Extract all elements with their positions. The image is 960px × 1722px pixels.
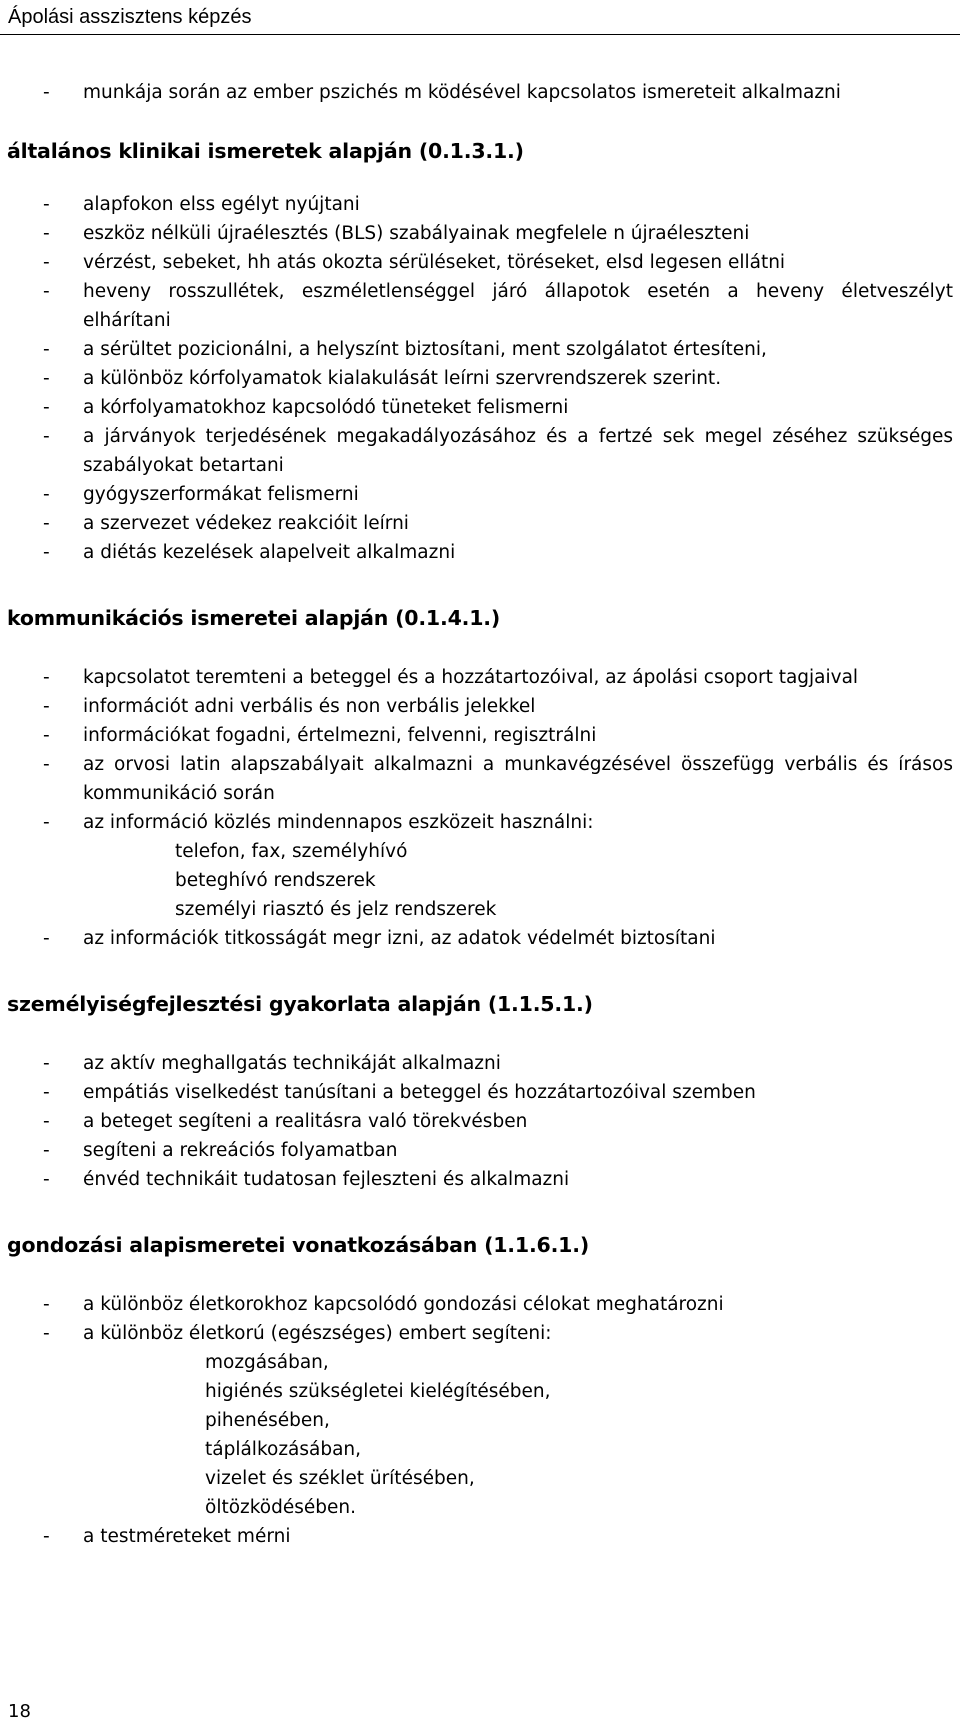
bullet-dash: -: [43, 194, 50, 215]
list-item-text: a különböz életkorú (egészséges) embert segíteni:: [83, 1323, 552, 1344]
sub-list-item: vizelet és széklet ürítésében,: [205, 1468, 475, 1489]
list-item-text: munkája során az ember pszichés m ködésével kapcsolatos ismereteit alkalmazni: [83, 82, 841, 103]
bullet-dash: -: [43, 223, 50, 244]
bullet-dash: -: [43, 754, 50, 775]
list-item: [7, 1107, 953, 1136]
list-item: [7, 924, 953, 953]
list-item-text: heveny rosszullétek, eszméletlenséggel járó állapotok esetén a heveny életveszélyt elhárítani: [83, 281, 953, 331]
list-item: [7, 219, 953, 248]
list-item: [7, 1522, 953, 1551]
list-item: [7, 663, 953, 692]
list-item: [7, 393, 953, 422]
list-item-text: információkat fogadni, értelmezni, felvenni, regisztrálni: [83, 725, 597, 746]
bullet-dash: -: [43, 339, 50, 360]
list-item-text: a beteget segíteni a realitásra való törekvésben: [83, 1111, 528, 1132]
list-item-text: a testméreteket mérni: [83, 1526, 291, 1547]
list-item: [7, 78, 953, 107]
list-item: [7, 1165, 953, 1194]
list-item-text: eszköz nélküli újraélesztés (BLS) szabályainak megfelele n újraéleszteni: [83, 223, 750, 244]
bullet-dash: -: [43, 1526, 50, 1547]
section-heading-care: gondozási alapismeretei vonatkozásában (1.1.6.1.): [7, 1233, 590, 1257]
section-heading-personality: személyiségfejlesztési gyakorlata alapján (1.1.5.1.): [7, 992, 593, 1016]
list-item: [7, 480, 953, 509]
list-item-text: a különböz életkorokhoz kapcsolódó gondozási célokat meghatározni: [83, 1294, 724, 1315]
list-item: [7, 808, 953, 837]
list-item-text: énvéd technikáit tudatosan fejleszteni és alkalmazni: [83, 1169, 570, 1190]
list-item-text: empátiás viselkedést tanúsítani a beteggel és hozzátartozóival szemben: [83, 1082, 756, 1103]
list-item-text: információt adni verbális és non verbális jelekkel: [83, 696, 536, 717]
section-heading-clinical: általános klinikai ismeretek alapján (0.1.3.1.): [7, 139, 524, 163]
list-item-text: a szervezet védekez reakcióit leírni: [83, 513, 409, 534]
list-item-text: kapcsolatot teremteni a beteggel és a hozzátartozóival, az ápolási csoport tagjaival: [83, 667, 859, 688]
sub-list-item: telefon, fax, személyhívó: [175, 841, 408, 862]
sub-list-item: pihenésében,: [205, 1410, 330, 1431]
list-item: [7, 277, 953, 335]
list-item-text: alapfokon elss egélyt nyújtani: [83, 194, 360, 215]
bullet-dash: -: [43, 812, 50, 833]
page-number: 18: [8, 1701, 31, 1722]
list-item-text: a különböz kórfolyamatok kialakulását leírni szervrendszerek szerint.: [83, 368, 722, 389]
sub-list-item: beteghívó rendszerek: [175, 870, 376, 891]
bullet-dash: -: [43, 82, 50, 103]
list-item: [7, 538, 953, 567]
list-item-text: a sérültet pozicionálni, a helyszínt biztosítani, ment szolgálatot értesíteni,: [83, 339, 767, 360]
list-item: [7, 422, 953, 480]
sub-list-item: higiénés szükségletei kielégítésében,: [205, 1381, 551, 1402]
list-item-text: segíteni a rekreációs folyamatban: [83, 1140, 398, 1161]
list-item-text: vérzést, sebeket, hh atás okozta sérüléseket, töréseket, elsd legesen ellátni: [83, 252, 786, 273]
list-item-text: az információ közlés mindennapos eszközeit használni:: [83, 812, 594, 833]
sub-list-item: személyi riasztó és jelz rendszerek: [175, 899, 497, 920]
document-body: [7, 78, 953, 1551]
sub-list-item: táplálkozásában,: [205, 1439, 362, 1460]
bullet-dash: -: [43, 484, 50, 505]
list-item-text: gyógyszerformákat felismerni: [83, 484, 359, 505]
bullet-dash: -: [43, 1053, 50, 1074]
bullet-dash: -: [43, 426, 50, 447]
list-item: [7, 1136, 953, 1165]
list-item: [7, 190, 953, 219]
bullet-dash: -: [43, 696, 50, 717]
list-item-text: az információk titkosságát megr izni, az adatok védelmét biztosítani: [83, 928, 716, 949]
list-item-text: a kórfolyamatokhoz kapcsolódó tüneteket felismerni: [83, 397, 569, 418]
bullet-dash: -: [43, 513, 50, 534]
bullet-dash: -: [43, 1140, 50, 1161]
list-item: [7, 248, 953, 277]
bullet-dash: -: [43, 281, 50, 302]
sub-list-item: mozgásában,: [205, 1352, 329, 1373]
list-item-text: az aktív meghallgatás technikáját alkalmazni: [83, 1053, 501, 1074]
bullet-dash: -: [43, 397, 50, 418]
bullet-dash: -: [43, 1082, 50, 1103]
bullet-dash: -: [43, 928, 50, 949]
bullet-dash: -: [43, 1294, 50, 1315]
page-header-title: Ápolási asszisztens képzés: [8, 6, 252, 28]
bullet-dash: -: [43, 542, 50, 563]
bullet-dash: -: [43, 252, 50, 273]
list-item-text: a diétás kezelések alapelveit alkalmazni: [83, 542, 456, 563]
list-item: [7, 364, 953, 393]
list-item: [7, 1049, 953, 1078]
bullet-dash: -: [43, 1111, 50, 1132]
bullet-dash: -: [43, 368, 50, 389]
list-item: [7, 1319, 953, 1348]
list-item: [7, 721, 953, 750]
header-divider: [0, 34, 960, 35]
list-item: [7, 750, 953, 808]
bullet-dash: -: [43, 1169, 50, 1190]
bullet-dash: -: [43, 1323, 50, 1344]
section-heading-communication: kommunikációs ismeretei alapján (0.1.4.1.): [7, 606, 501, 630]
list-item: [7, 335, 953, 364]
list-item: [7, 692, 953, 721]
list-item: [7, 1078, 953, 1107]
bullet-dash: -: [43, 725, 50, 746]
list-item-text: a járványok terjedésének megakadályozásához és a fertzé sek megel zéséhez szükséges szabályokat betartani: [83, 426, 953, 476]
list-item: [7, 1290, 953, 1319]
sub-list-item: öltözködésében.: [205, 1497, 356, 1518]
list-item: [7, 509, 953, 538]
bullet-dash: -: [43, 667, 50, 688]
list-item-text: az orvosi latin alapszabályait alkalmazni a munkavégzésével összefügg verbális és írásos kommunikáció során: [83, 754, 953, 804]
